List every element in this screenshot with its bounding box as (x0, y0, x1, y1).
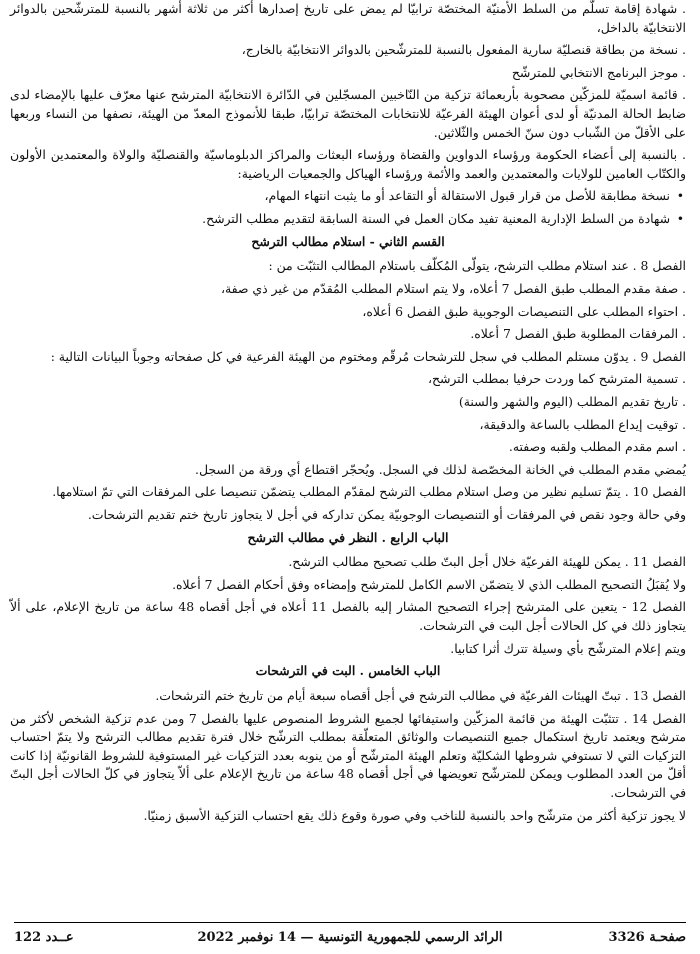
footer-divider (14, 922, 686, 923)
paragraph: . اسم مقدم المطلب ولقبه وصفته. (508, 439, 686, 455)
paragraph: . موجز البرنامج الانتخابي للمترشّح (511, 64, 686, 80)
paragraph: . تسمية المترشح كما وردت حرفيا بمطلب الترشح، (427, 371, 686, 387)
paragraph: الفصل 12 - يتعين على المترشح إجراء التصحيح المشار إليه بالفصل 11 أعلاه في أجل أقصاه 48 ساعة من تاريخ الإعلام، على ألاّ يتجاوز ذلك في كل الحالات أجل البت في الترشحات. (10, 599, 686, 634)
bullet-item: • نسخة مطابقة للأصل من قرار قبول الاستقالة أو التقاعد أو ما يثبت انتهاء المهام، (10, 187, 686, 206)
paragraph: . قائمة اسميّة للمزكّين مصحوبة بأربعمائة تزكية من النّاخبين المسجّلين في الدّائرة الانتخابيّة المترشح عنها معرّف عليها بالإمضاء لدى ضابط الحالة المدنيّة أو لدى أعوان الهيئة الفرعيّة للانتخابات المختصّة ترابيّا، طبقا للأنموذج المعدّ من الهيئة، نصفها من النساء وربعها على الأقلّ من الشّباب دون سنّ الخمس والثّلاثين. (10, 87, 686, 140)
paragraph: لا يجوز تزكية أكثر من مترشّح واحد بالنسبة للناخب وفي صورة وقوع ذلك يقع احتساب التزكية الأسبق زمنيّا. (143, 807, 686, 823)
section-heading: الباب الخامس . البت في الترشحات (255, 663, 441, 679)
paragraph: . توقيت إيداع المطلب بالساعة والدقيقة، (479, 416, 686, 432)
page-footer (14, 928, 686, 948)
paragraph: . شهادة إقامة تسلّم من السلط الأمنيّة المختصّة ترابيّا لم يمض على تاريخ إصدارها أكثر من ثلاثة أشهر بالنسبة للمترشّحين بالدوائر الانتخابيّة بالداخل، (10, 1, 686, 35)
section-heading: الباب الرابع . النظر في مطالب الترشح (247, 529, 449, 545)
paragraph: ولا يُقبَلُ التصحيح المطلب الذي لا يتضمّن الاسم الكامل للمترشح وإمضاءه وفق أحكام الفصل 7 أعلاه. (172, 576, 686, 592)
bullet-item: • شهادة من السلط الإدارية المعنية تفيد مكان العمل في السنة السابقة لتقديم مطلب الترشح. (10, 210, 686, 229)
section-heading: القسم الثاني - استلام مطالب الترشح (251, 233, 445, 249)
paragraph: . المرفقات المطلوبة طبق الفصل 7 أعلاه. (470, 326, 686, 342)
paragraph: الفصل 11 . يمكن للهيئة الفرعيّة خلال أجل البتّ طلب تصحيح مطالب الترشح. (288, 554, 686, 570)
paragraph: . بالنسبة إلى أعضاء الحكومة ورؤساء الدواوين والقضاة ورؤساء البعثات والمراكز الدبلوماسيّة والقنصليّة والولاة والمعتمدين الأولون والكتّاب العامين للولايات والمعتمدين والعمد والأئمة ورؤساء الهياكل والجمعيات الرياضية: (10, 147, 686, 181)
paragraph: الفصل 14 . تتثبّت الهيئة من قائمة المزكّين واستيفائها لجميع الشروط المنصوص عليها بالفصل 7 ومن عدم تزكية الشخص لأكثر من مترشح ويعتمد تاريخ استكمال جميع التنصيصات والوثائق المتعلّقة بمطلب الترشّح خلال فترة تقديم مطالب الترشح ولا يتمّ احتساب التزكيات التي لا تستوفي شروطها الشكليّة وتعلم الهيئة المترشّح أو من ينوبه بعدد التزكيات غير المستوفية للشروط القانونيّة إذا كانت أقلّ من العدد المطلوب ويمكن للمترشّح تعويضها في أجل أقصاه 48 ساعة من تاريخ الإعلام على ألاّ يتجاوز في كلّ الحالات أجل البتّ في الترشحات. (10, 710, 686, 800)
paragraph: الفصل 8 . عند استلام مطلب الترشح، يتولّى المُكلّف باستلام المطالب التثبّت من : (268, 258, 686, 274)
journal-title-date: الرائد الرسمي للجمهورية التونسية — 14 نوفمبر 2022 (197, 930, 503, 945)
page-number: صفحـة 3326 (608, 930, 686, 945)
issue-number: عــدد 122 (14, 930, 74, 945)
paragraph: الفصل 9 . يدوّن مستلم المطلب في سجل للترشحات مُرقّم ومختوم من الهيئة الفرعية في كل صفحاته وجوباً البيانات التالية : (50, 348, 686, 364)
paragraph: ويتم إعلام المترشّح بأي وسيلة تترك أثرا كتابيا. (450, 640, 686, 656)
paragraph: يُمضي مقدم المطلب في الخانة المخصّصة لذلك في السجل. ويُحجّر اقتطاع أي ورقة من السجل. (195, 461, 686, 477)
paragraph: الفصل 10 . يتمّ تسليم نظير من وصل استلام مطلب الترشح لمقدّم المطلب يتضمّن تنصيصا على المرفقات التي تمّ استلامها. (52, 484, 686, 500)
paragraph: . نسخة من بطاقة قنصليّة سارية المفعول بالنسبة للمترشّحين بالدوائر الانتخابيّة بالخارج، (241, 42, 686, 58)
document-body (10, 0, 686, 829)
paragraph: . تاريخ تقديم المطلب (اليوم والشهر والسنة) (458, 393, 686, 409)
paragraph: . صفة مقدم المطلب طبق الفصل 7 أعلاه، ولا يتم استلام المطلب المُقدّم من غير ذي صفة، (221, 280, 686, 296)
paragraph: وفي حالة وجود نقص في المرفقات أو التنصيصات الوجوبيّة يمكن تداركه في أجل لا يتجاوز تاريخ ختم تقديم الترشحات. (87, 507, 686, 523)
paragraph: . احتواء المطلب على التنصيصات الوجوبية طبق الفصل 6 أعلاه، (362, 303, 686, 319)
paragraph: الفصل 13 . تبتّ الهيئات الفرعيّة في مطالب الترشح في أجل أقصاه سبعة أيام من تاريخ ختم الترشحات. (155, 687, 686, 703)
